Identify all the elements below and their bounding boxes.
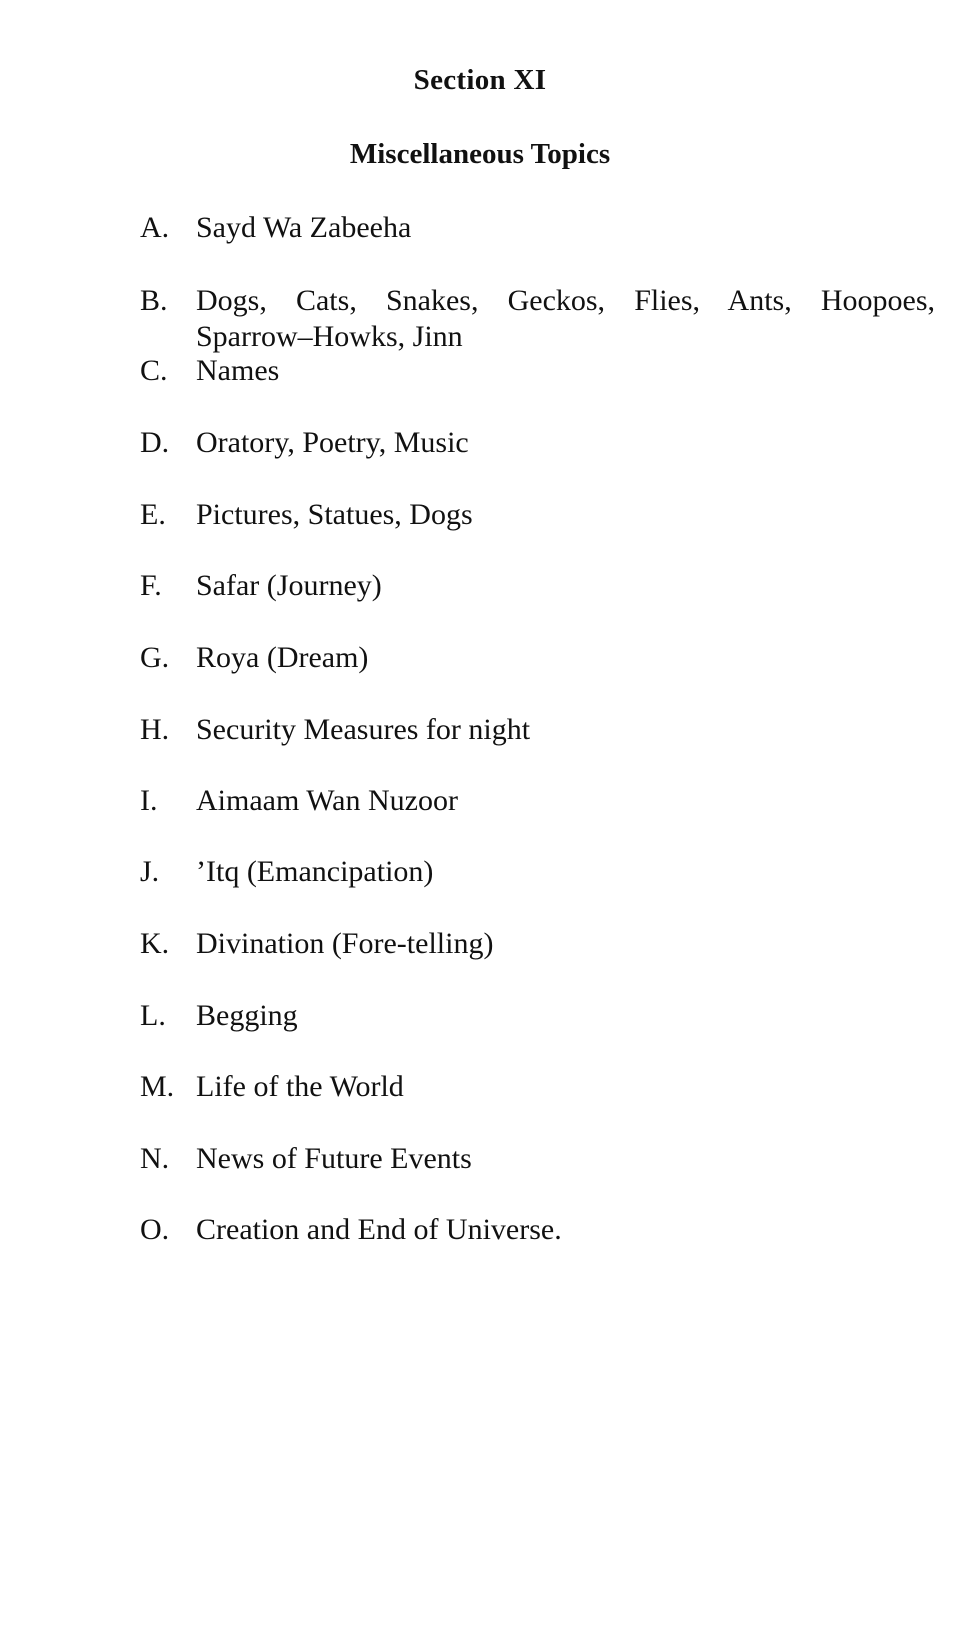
list-item (140, 353, 935, 389)
list-item (140, 425, 935, 461)
item-text: News of Future Events (196, 1142, 472, 1175)
item-text: Begging (196, 999, 298, 1032)
item-text: Life of the World (196, 1070, 404, 1103)
item-letter: N. (140, 1142, 170, 1175)
item-text: Roya (Dream) (196, 641, 369, 674)
item-text-line-1: Dogs, Cats, Snakes, Geckos, Flies, Ants, Hoopoes, (196, 284, 935, 317)
list-item (140, 712, 935, 748)
item-letter: I. (140, 784, 158, 817)
item-text (196, 283, 935, 355)
list-item (140, 998, 935, 1034)
section-subtitle: Miscellaneous Topics (349, 138, 611, 170)
item-letter: D. (140, 426, 170, 459)
item-text-line-2: Sparrow–Howks, Jinn (196, 320, 463, 353)
item-text: Divination (Fore-telling) (196, 927, 494, 960)
list-item (140, 283, 935, 355)
item-letter: F. (140, 569, 162, 602)
list-item (140, 783, 935, 819)
list-item (140, 1069, 935, 1105)
item-text: Aimaam Wan Nuzoor (196, 784, 458, 817)
item-text: Pictures, Statues, Dogs (196, 498, 473, 531)
list-item (140, 926, 935, 962)
item-letter: B. (140, 284, 168, 317)
item-letter: K. (140, 927, 170, 960)
item-letter: G. (140, 641, 170, 674)
item-text: ’Itq (Emancipation) (196, 855, 434, 888)
list-item (140, 210, 935, 246)
item-letter: L. (140, 999, 166, 1032)
list-item (140, 568, 935, 604)
item-letter: M. (140, 1070, 175, 1103)
list-item (140, 497, 935, 533)
item-text: Oratory, Poetry, Music (196, 426, 469, 459)
item-letter: H. (140, 713, 170, 746)
item-letter: J. (140, 855, 160, 888)
list-item (140, 854, 935, 890)
item-text: Names (196, 354, 280, 387)
section-title: Section XI (413, 64, 547, 96)
list-item (140, 640, 935, 676)
item-letter: C. (140, 354, 168, 387)
item-letter: E. (140, 498, 166, 531)
item-text: Creation and End of Universe. (196, 1213, 562, 1246)
list-item (140, 1141, 935, 1177)
item-text: Security Measures for night (196, 713, 531, 746)
item-letter: O. (140, 1213, 170, 1246)
item-letter: A. (140, 211, 170, 244)
item-text: Sayd Wa Zabeeha (196, 211, 412, 244)
list-item (140, 1212, 935, 1248)
item-text: Safar (Journey) (196, 569, 382, 602)
